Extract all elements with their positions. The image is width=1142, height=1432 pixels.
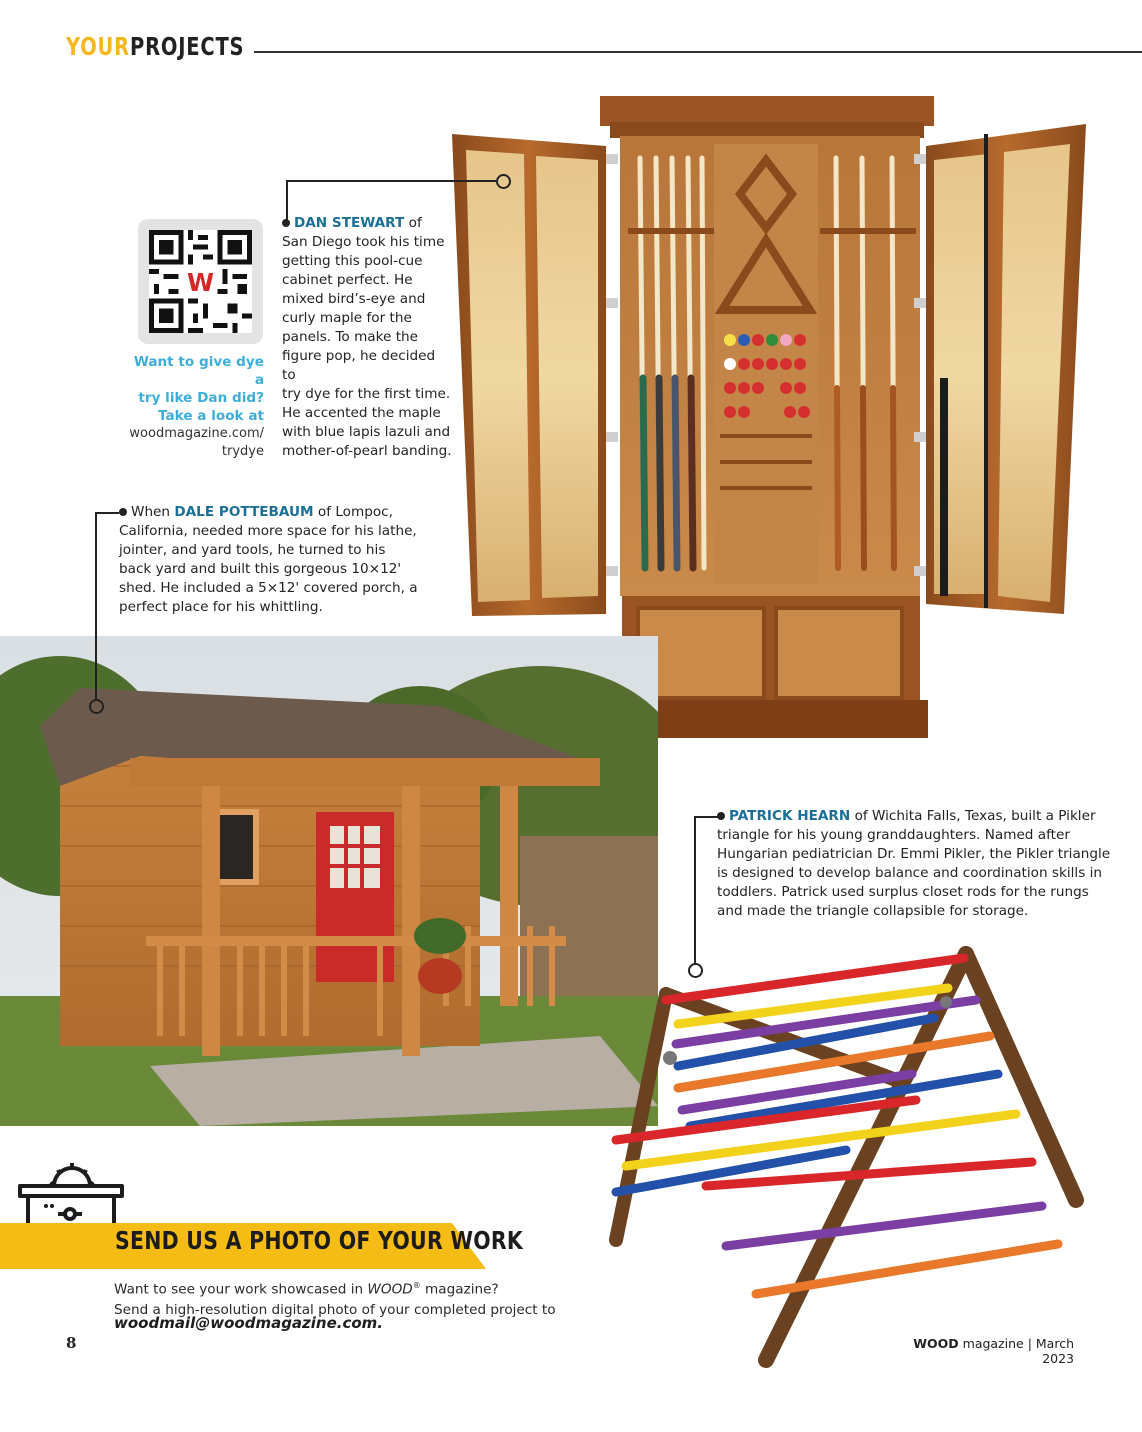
bullet-dot [119, 508, 127, 516]
dale-pottebaum-name: DALE POTTEBAUM [174, 504, 314, 520]
dan-leader-ring [496, 174, 511, 189]
header-rule [254, 51, 1142, 53]
pikler-triangle-photo [586, 940, 1086, 1380]
cta-body: Want to see your work showcased in WOOD® magazine? Send a high-resolution digital photo of your completed project to [114, 1281, 556, 1318]
section-header [66, 28, 277, 64]
dan-stewart-caption: DAN STEWART of San Diego took his time getting this pool-cue cabinet perfect. He mixed bird’s-eye and curly maple for the panels. To make the figure pop, he decided to try dye for the first time. He accented the maple with blue lapis lazuli and mother-of-pearl banding. [282, 215, 452, 459]
page-number: 8 [66, 1334, 77, 1352]
bullet-dot [717, 812, 725, 820]
dale-leader-vertical [95, 512, 97, 700]
section-title-your: YOUR [66, 31, 130, 61]
qr-url[interactable]: woodmagazine.com/ [129, 426, 264, 441]
bullet-dot [282, 219, 290, 227]
patrick-hearn-name: PATRICK HEARN [729, 808, 851, 824]
dale-leader-ring [89, 699, 104, 714]
dale-leader-horizontal [95, 512, 119, 514]
patrick-hearn-caption: PATRICK HEARN of Wichita Falls, Texas, built a Pikler triangle for his young granddaughters. Named after Hungarian pediatrician Dr. Emmi Pikler, the Pikler triangle is designed to develop balance and coordination skills in toddlers. Patrick used surplus closet rods for the rungs and made the triangle collapsible for storage. [717, 808, 1111, 919]
dan-stewart-name: DAN STEWART [294, 215, 405, 231]
qr-badge-letter: W [186, 267, 215, 297]
dale-pottebaum-caption: When DALE POTTEBAUM of Lompoc, California, needed more space for his lathe, jointer, and yard tools, he turned to his back yard and built this gorgeous 10×12' shed. He included a 5×12' covered porch, a perfect place for his whittling. [119, 504, 418, 615]
dan-leader-horizontal [286, 180, 496, 182]
section-title-projects: PROJECTS [130, 31, 245, 61]
patrick-leader-horizontal [694, 816, 718, 818]
cta-title: SEND US A PHOTO OF YOUR WORK [115, 1226, 524, 1255]
footer-issue: WOOD magazine | March 2023 [913, 1336, 1074, 1366]
qr-caption: Want to give dye a try like Dan did? Take a look at woodmagazine.com/ trydye [124, 353, 264, 461]
qr-code[interactable] [138, 219, 263, 344]
cta-email-link[interactable]: woodmail@woodmagazine.com. [114, 1314, 384, 1332]
